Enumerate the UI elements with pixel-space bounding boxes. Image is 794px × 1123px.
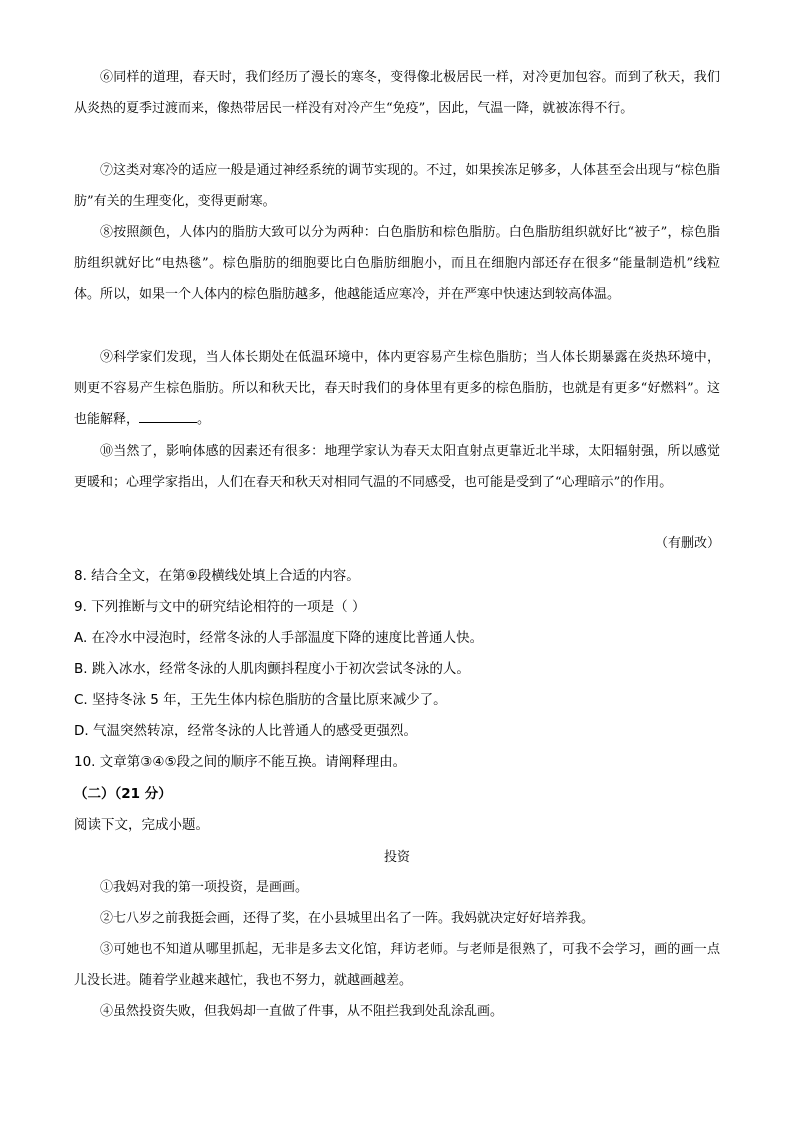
question-9-option-b: B. 跳入冰水，经常冬泳的人肌肉颤抖程度小于初次尝试冬泳的人。 [74,661,470,677]
paragraph-9-text: ⑨科学家们发现，当人体长期处在低温环境中，体内更容易产生棕色脂肪；当人体长期暴露在炎热环境中，则更不容易产生棕色脂肪。所以和秋天比，春天时我们的身体里有更多的棕色脂肪，也就是有更多“好燃料”。这也能解释， [74,350,720,427]
question-9-option-d: D. 气温突然转凉，经常冬泳的人比普通人的感受更强烈。 [74,723,417,739]
source-note: （有删改） [654,536,720,551]
paragraph-9 [74,342,720,435]
question-9-option-a: A. 在冷水中浸泡时，经常冬泳的人手部温度下降的速度比普通人快。 [74,630,484,646]
question-9: 9. 下列推断与文中的研究结论相符的一项是（ ） [74,599,366,615]
section-instruction: 阅读下文，完成小题。 [74,817,209,833]
paragraph-8: ⑧按照颜色，人体内的脂肪大致可以分为两种：白色脂肪和棕色脂肪。白色脂肪组织就好比“被子”，棕色脂肪组织就好比“电热毯”。棕色脂肪的细胞要比白色脂肪细胞小，而且在细胞内部还存在很多“能量制造机”线粒体。所以，如果一个人体内的棕色脂肪越多，他越能适应寒冷，并在严寒中快速达到较高体温。 [74,225,720,302]
question-8: 8. 结合全文，在第⑨段横线处填上合适的内容。 [74,568,360,584]
article2-paragraph-3: ③可她也不知道从哪里抓起，无非是多去文化馆，拜访老师。与老师是很熟了，可我不会学习，画的画一点儿没长进。随着学业越来越忙，我也不努力，就越画越差。 [74,942,720,988]
question-10: 10. 文章第③④⑤段之间的顺序不能互换。请阐释理由。 [74,754,407,770]
article2-paragraph-1: ①我妈对我的第一项投资，是画画。 [100,880,309,895]
paragraph-9-end: 。 [197,412,211,427]
article2-paragraph-2: ②七八岁之前我挺会画，还得了奖，在小县城里出名了一阵。我妈就决定好好培养我。 [100,911,595,926]
article-title: 投资 [383,850,410,865]
question-9-option-c: C. 坚持冬泳 5 年，王先生体内棕色脂肪的含量比原来减少了。 [74,692,447,708]
paragraph-6: ⑥同样的道理，春天时，我们经历了漫长的寒冬，变得像北极居民一样，对冷更加包容。而到了秋天，我们从炎热的夏季过渡而来，像热带居民一样没有对冷产生“免疫”，因此，气温一降，就被冻得不行。 [74,70,720,116]
article2-paragraph-4: ④虽然投资失败，但我妈却一直做了件事，从不阻拦我到处乱涂乱画。 [100,1004,504,1019]
paragraph-10: ⑩当然了，影响体感的因素还有很多：地理学家认为春天太阳直射点更靠近北半球，太阳辐射强，所以感觉更暖和；心理学家指出，人们在春天和秋天对相同气温的不同感受，也可能是受到了“心理暗示”的作用。 [74,444,720,490]
paragraph-7: ⑦这类对寒冷的适应一般是通过神经系统的调节实现的。不过，如果挨冻足够多，人体甚至会出现与“棕色脂肪”有关的生理变化，变得更耐寒。 [74,163,720,209]
section-heading: （二）（21 分） [74,786,172,802]
fill-in-blank [139,408,197,423]
